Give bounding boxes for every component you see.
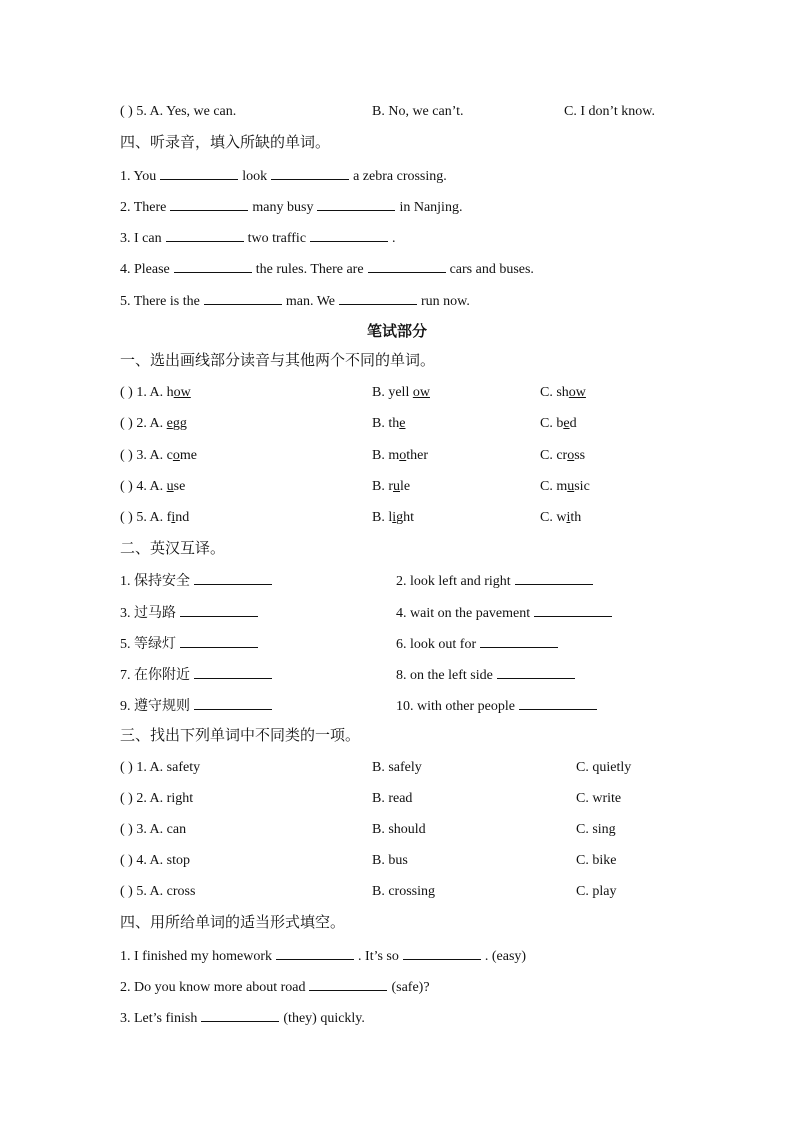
section-heading-1: 一、选出画线部分读音与其他两个不同的单词。 [120,353,436,369]
odd-one-out-4-b: B. bus [372,853,408,868]
phonics-item-4-b [372,477,410,497]
answer-blank[interactable] [534,602,612,617]
option-a-word: use [166,479,186,494]
listening-q5-option-a: ( ) 5. A. Yes, we can. [120,104,237,119]
listening-q5-option-b: B. No, we can’t. [372,104,464,119]
underlined-letters: i [171,510,176,525]
answer-blank[interactable] [403,945,481,960]
answer-blank[interactable] [368,258,446,273]
answer-blank[interactable] [194,664,272,679]
answer-blank[interactable] [309,976,387,991]
phonics-item-5-c [540,508,581,528]
answer-blank[interactable] [160,165,238,180]
answer-blank[interactable] [317,196,395,211]
phonics-item-2-a: ( ) 2. A. egg [120,416,187,431]
option-c-word: C. bed [540,416,577,431]
underlined-letters: o [172,448,180,463]
translate-item-6: 6. look out for [396,633,562,655]
phonics-item-5-b [372,508,414,528]
underlined-letters: o [399,448,407,463]
option-b-word: B. the [372,416,406,431]
option-c-word: C. show [540,385,586,400]
answer-blank[interactable] [204,290,282,305]
phonics-item-3-b [372,446,428,466]
translate-item-5: 5. 等绿灯 [120,633,262,655]
underlined-letters: i [566,510,571,525]
phonics-item-3-c [540,446,585,466]
phonics-item-2-c [540,414,577,434]
answer-blank[interactable] [271,165,349,180]
listening-q5-option-c: C. I don’t know. [564,104,655,119]
underlined-letters: ow [412,385,430,400]
section-heading-3: 三、找出下列单词中不同类的一项。 [120,728,361,744]
answer-blank[interactable] [519,695,597,710]
option-c-word: C. with [540,510,582,525]
odd-one-out-2-c: C. write [576,791,622,806]
odd-one-out-3-a: ( ) 3. A. can [120,822,187,837]
underlined-letters: u [166,479,174,494]
word-form-line-2: 2. Do you know more about road (safe)? [120,976,430,998]
translate-item-9: 9. 遵守规则 [120,695,276,717]
translate-item-1: 1. 保持安全 [120,570,276,592]
listen-fill-line-1: 1. You look a zebra crossing. [120,165,447,187]
option-c-word: C. music [540,479,590,494]
option-a-word: come [166,448,197,463]
phonics-item-1-c [540,383,586,403]
odd-one-out-5-c: C. play [576,884,617,899]
odd-one-out-4-c: C. bike [576,853,617,868]
translate-item-2: 2. look left and right [396,570,597,592]
option-b-word: B. light [372,510,415,525]
listen-fill-line-3: 3. I can two traffic . [120,227,396,249]
answer-blank[interactable] [515,570,593,585]
translate-item-4: 4. wait on the pavement [396,602,616,624]
underlined-letters: e [399,416,406,431]
translate-item-8: 8. on the left side [396,664,579,686]
option-b-word: B. mother [372,448,428,463]
option-a-word: egg [166,416,187,431]
option-a-word: how [166,385,191,400]
odd-one-out-2-a: ( ) 2. A. right [120,791,194,806]
answer-blank[interactable] [180,602,258,617]
answer-blank[interactable] [497,664,575,679]
underlined-letters: o [567,448,575,463]
answer-blank[interactable] [480,633,558,648]
phonics-item-1-a: ( ) 1. A. how [120,385,191,400]
option-a-word: find [166,510,190,525]
answer-blank[interactable] [276,945,354,960]
phonics-item-3-a: ( ) 3. A. come [120,448,197,463]
odd-one-out-1-c: C. quietly [576,760,632,775]
option-b-word: B. yell ow [372,385,430,400]
answer-blank[interactable] [201,1007,279,1022]
phonics-item-5-a: ( ) 5. A. find [120,510,190,525]
section-heading-2: 二、英汉互译。 [120,541,226,557]
section-heading-listen-fill: 四、听录音，填入所缺的单词。 [120,135,331,151]
underlined-letters: u [567,479,575,494]
answer-blank[interactable] [166,227,244,242]
word-form-line-1: 1. I finished my homework . It’s so . (easy) [120,945,526,967]
odd-one-out-5-a: ( ) 5. A. cross [120,884,196,899]
phonics-item-4-c [540,477,590,497]
section-heading-4: 四、用所给单词的适当形式填空。 [120,915,346,931]
underlined-letters: e [563,416,570,431]
phonics-item-4-a: ( ) 4. A. use [120,479,186,494]
underlined-letters: i [392,510,397,525]
odd-one-out-1-a: ( ) 1. A. safety [120,760,201,775]
option-b-word: B. rule [372,479,411,494]
underlined-letters: ow [173,385,191,400]
listen-fill-line-2: 2. There many busy in Nanjing. [120,196,462,218]
translate-item-3: 3. 过马路 [120,602,262,624]
option-c-word: C. cross [540,448,586,463]
answer-blank[interactable] [310,227,388,242]
odd-one-out-2-b: B. read [372,791,413,806]
odd-one-out-1-b: B. safely [372,760,422,775]
odd-one-out-3-b: B. should [372,822,426,837]
answer-blank[interactable] [170,196,248,211]
translate-item-10: 10. with other people [396,695,601,717]
answer-blank[interactable] [339,290,417,305]
written-part-title: 笔试部分 [366,324,427,340]
translate-item-7: 7. 在你附近 [120,664,276,686]
word-form-line-3: 3. Let’s finish (they) quickly. [120,1007,365,1029]
answer-blank[interactable] [180,633,258,648]
answer-blank[interactable] [174,258,252,273]
listen-fill-line-5: 5. There is the man. We run now. [120,290,470,312]
listen-fill-line-4: 4. Please the rules. There are cars and buses. [120,258,534,280]
underlined-letters: ow [568,385,586,400]
answer-blank[interactable] [194,695,272,710]
underlined-letters: e [166,416,173,431]
odd-one-out-3-c: C. sing [576,822,616,837]
phonics-item-2-b [372,414,405,434]
phonics-item-1-b [372,383,430,403]
answer-blank[interactable] [194,570,272,585]
odd-one-out-4-a: ( ) 4. A. stop [120,853,190,868]
odd-one-out-5-b: B. crossing [372,884,435,899]
underlined-letters: u [393,479,400,494]
